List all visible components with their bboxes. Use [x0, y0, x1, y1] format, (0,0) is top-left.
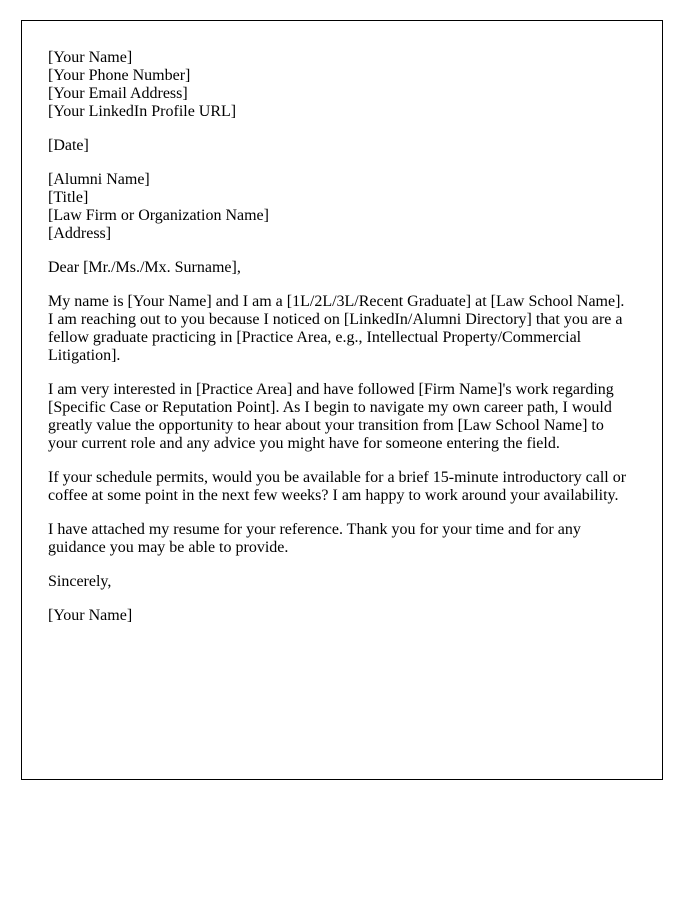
body-paragraph-3: If your schedule permits, would you be available for a brief 15-minute introductory call or coffee at some point in the next few weeks? I am happy to work around your availability. [48, 469, 627, 504]
body-paragraph-1: My name is [Your Name] and I am a [1L/2L/3L/Recent Graduate] at [Law School Name]. I am reaching out to you because I noticed on [LinkedIn/Alumni Directory] that you are a fellow graduate practicing in [Practice Area, e.g., Intellectual Property/Commercial Litigation]. [48, 293, 625, 364]
recipient-organization: [Law Firm or Organization Name] [48, 207, 269, 224]
recipient-name: [Alumni Name] [48, 171, 150, 188]
sender-block [48, 49, 632, 121]
date-line: [Date] [48, 137, 89, 154]
sender-linkedin: [Your LinkedIn Profile URL] [48, 103, 237, 120]
recipient-title: [Title] [48, 189, 89, 206]
sender-phone: [Your Phone Number] [48, 67, 191, 84]
sender-name: [Your Name] [48, 49, 133, 66]
recipient-address: [Address] [48, 225, 112, 242]
sender-email: [Your Email Address] [48, 85, 188, 102]
letter-page [21, 20, 663, 780]
recipient-block [48, 171, 632, 243]
signature: [Your Name] [48, 607, 133, 624]
body-paragraph-4: I have attached my resume for your reference. Thank you for your time and for any guidance you may be able to provide. [48, 521, 581, 556]
salutation: Dear [Mr./Ms./Mx. Surname], [48, 259, 241, 276]
closing: Sincerely, [48, 573, 112, 590]
body-paragraph-2: I am very interested in [Practice Area] and have followed [Firm Name]'s work regarding [Specific Case or Reputation Point]. As I begin to navigate my own career path, I would greatly value the opportunity to hear about your transition from [Law School Name] to your current role and any advice you might have for someone entering the field. [48, 381, 614, 452]
